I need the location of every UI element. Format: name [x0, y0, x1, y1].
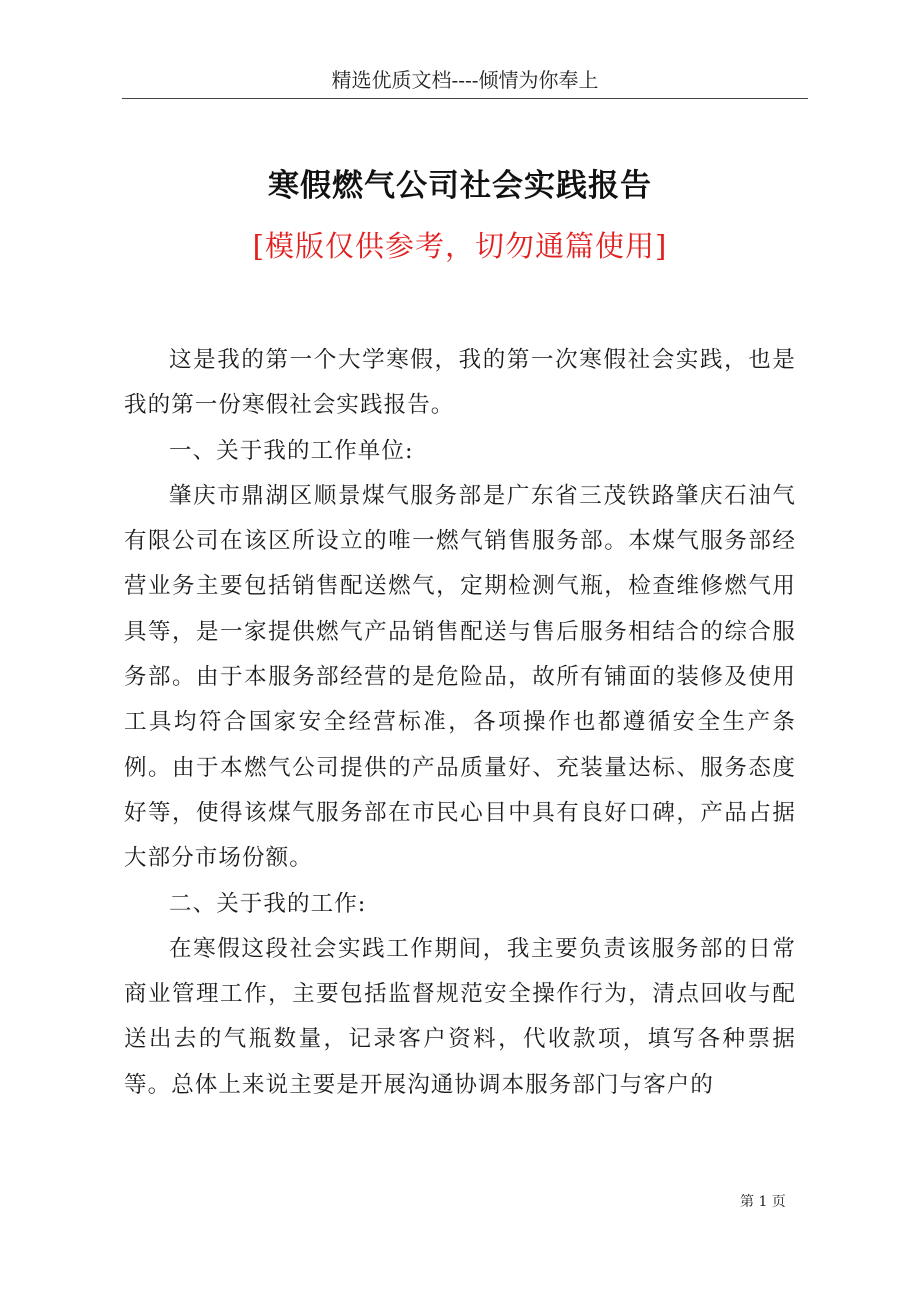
page-header: 精选优质文档----倾情为你奉上: [331, 68, 599, 92]
section-heading-my-work: 二、关于我的工作:: [169, 890, 367, 917]
section-heading-work-unit: 一、关于我的工作单位:: [169, 437, 414, 464]
header-divider: [122, 98, 808, 99]
paragraph-my-work: 在寒假这段社会实践工作期间，我主要负责该服务部的日常商业管理工作，主要包括监督规范安全操作行为，清点回收与配送出去的气瓶数量，记录客户资料，代收款项，填写各种票据等。总体上来说主要是开展沟通协调本服务部门与客户的: [124, 935, 796, 1098]
document-title: 寒假燃气公司社会实践报告: [268, 168, 652, 204]
page-number: 第 1 页: [740, 1194, 786, 1210]
document-subtitle: [模版仅供参考，切勿通篇使用]: [252, 229, 668, 263]
paragraph-work-unit: 肇庆市鼎湖区顺景煤气服务部是广东省三茂铁路肇庆石油气有限公司在该区所设立的唯一燃气销售服务部。本煤气服务部经营业务主要包括销售配送燃气，定期检测气瓶，检查维修燃气用具等，是一家提供燃气产品销售配送与售后服务相结合的综合服务部。由于本服务部经营的是危险品，故所有铺面的装修及使用工具均符合国家安全经营标准，各项操作也都遵循安全生产条例。由于本燃气公司提供的产品质量好、充装量达标、服务态度好等，使得该煤气服务部在市民心目中具有良好口碑，产品占据大部分市场份额。: [124, 482, 796, 872]
document-body: [124, 338, 796, 1108]
paragraph-intro: 这是我的第一个大学寒假，我的第一次寒假社会实践，也是我的第一份寒假社会实践报告。: [124, 347, 796, 419]
